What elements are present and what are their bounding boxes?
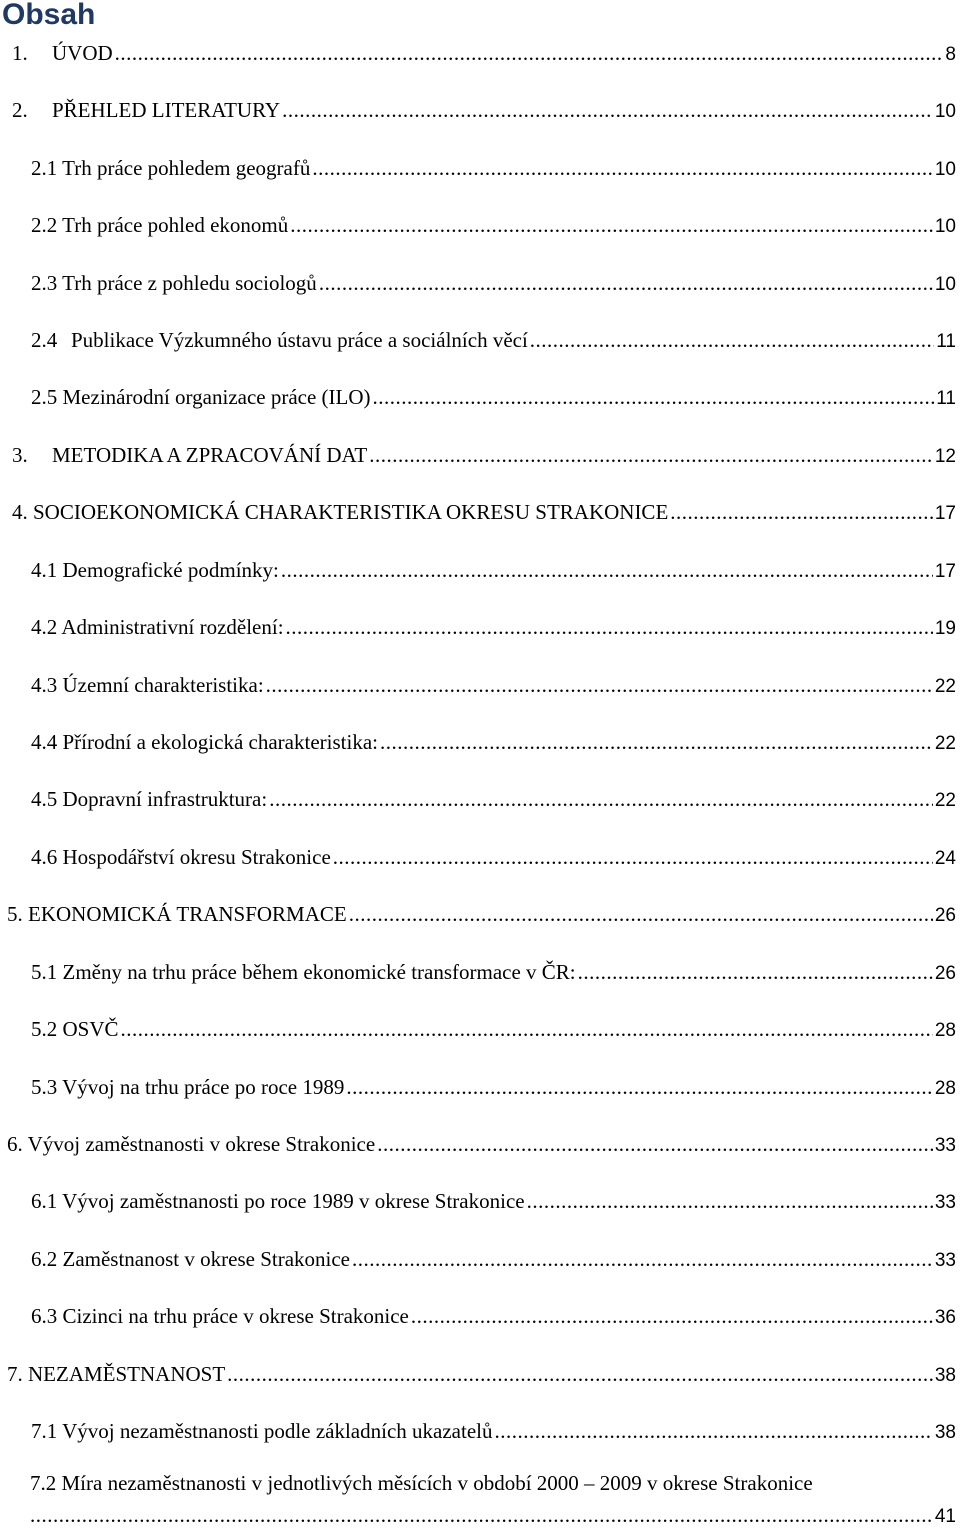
toc-entry-label: 6. Vývoj zaměstnanosti v okrese Strakonice [7, 1132, 376, 1156]
toc-entry-number: 6.2 [31, 1247, 58, 1271]
dot-leader [494, 1416, 932, 1446]
toc-entry-label: 6.3 Cizinci na trhu práce v okrese Strakonice [31, 1304, 409, 1328]
dot-leader [373, 382, 935, 412]
toc-entry[interactable] [0, 1301, 960, 1331]
toc-entry-page: 24 [934, 848, 956, 869]
dot-leader [670, 497, 933, 527]
toc-entry[interactable] [0, 1416, 960, 1446]
toc-entry-number: 6. [7, 1132, 23, 1156]
toc-entry-label: 4.1 Demografické podmínky: [31, 558, 279, 582]
dot-leader [266, 670, 933, 700]
toc-entry[interactable] [0, 382, 960, 412]
dot-leader [578, 957, 933, 987]
toc-entry[interactable] [0, 1072, 960, 1102]
page-title: Obsah [2, 0, 96, 31]
toc-entry-number: 2.1 [31, 156, 58, 180]
toc-entry-page: 38 [934, 1422, 956, 1443]
toc-entry[interactable] [0, 670, 960, 700]
toc-entry-label: 4. SOCIOEKONOMICKÁ CHARAKTERISTIKA OKRESU STRAKONICE [12, 500, 669, 524]
toc-entry-label: 5.2 OSVČ [31, 1017, 119, 1041]
dot-leader [527, 1186, 933, 1216]
toc-entry-number: 7. [7, 1362, 23, 1386]
toc-entry[interactable] [0, 210, 960, 240]
toc-entry-number: 3. [12, 443, 28, 467]
toc-entry-number: 7.1 [31, 1419, 58, 1443]
dot-leader [281, 555, 933, 585]
toc-entry[interactable] [0, 268, 960, 298]
toc-entry-label: 2.4 Publikace Výzkumného ústavu práce a sociálních věcí [0, 325, 528, 355]
toc-entry-page: 41 [934, 1506, 956, 1527]
dot-leader [380, 727, 933, 757]
toc-entry[interactable] [0, 1244, 960, 1274]
toc-entry-number: 2. [12, 98, 28, 122]
dot-leader [269, 784, 933, 814]
toc-entry-label: 2.1 Trh práce pohledem geografů [31, 156, 311, 180]
toc-entry-label: 1. ÚVOD [0, 38, 113, 68]
dot-leader [290, 210, 933, 240]
toc-entry-page: 11 [936, 388, 956, 409]
toc-entry-number: 4. [12, 500, 28, 524]
toc-entry[interactable] [0, 440, 960, 470]
toc-entry-label: 4.6 Hospodářství okresu Strakonice [31, 845, 331, 869]
toc-entry-number: 4.6 [31, 845, 58, 869]
toc-entry-label: 2. PŘEHLED LITERATURY [0, 95, 280, 125]
toc-entry-label: 7.1 Vývoj nezaměstnanosti podle základních ukazatelů [31, 1419, 493, 1443]
toc-entry-label: 2.5 Mezinárodní organizace práce (ILO) [31, 385, 371, 409]
toc-entry-page: 10 [934, 159, 956, 180]
dot-leader [282, 95, 933, 125]
dot-leader [346, 1072, 932, 1102]
toc-entry-number: 4.4 [31, 730, 58, 754]
toc-entry-number: 5.3 [31, 1075, 58, 1099]
toc-entry[interactable] [0, 1359, 960, 1389]
toc-entry[interactable] [0, 497, 960, 527]
toc-entry-label: 6.2 Zaměstnanost v okrese Strakonice [31, 1247, 350, 1271]
toc-entry-page: 12 [934, 446, 956, 467]
dot-leader [369, 440, 933, 470]
toc-entry[interactable] [0, 612, 960, 642]
toc-entry-number: 4.5 [31, 787, 58, 811]
toc-entry-number: 5. [7, 902, 23, 926]
toc-entry-page: 17 [934, 561, 956, 582]
toc-entry-number: 5.1 [31, 960, 58, 984]
toc-entry-label: 4.2 Administrativní rozdělení: [31, 615, 284, 639]
toc-entry[interactable] [0, 1186, 960, 1216]
dot-leader [349, 899, 933, 929]
toc-entry-page: 22 [934, 733, 956, 754]
toc-entry-page: 10 [934, 101, 956, 122]
toc-entry-label: 4.5 Dopravní infrastruktura: [31, 787, 268, 811]
toc-entry-page: 36 [934, 1307, 956, 1328]
dot-leader [352, 1244, 933, 1274]
toc-entry-label: 4.3 Územní charakteristika: [31, 673, 264, 697]
toc-entry-page: 33 [934, 1250, 956, 1271]
toc-entry-page: 28 [934, 1078, 956, 1099]
toc-entry-label: 6.1 Vývoj zaměstnanosti po roce 1989 v okrese Strakonice [31, 1189, 525, 1213]
toc-entry[interactable] [0, 1129, 960, 1159]
dot-leader [411, 1301, 933, 1331]
dot-leader [333, 842, 933, 872]
toc-entry-page: 10 [934, 274, 956, 295]
toc-entry-label: 2.2 Trh práce pohled ekonomů [31, 213, 289, 237]
toc-entry[interactable] [0, 784, 960, 814]
toc-entry-page: 17 [934, 503, 956, 524]
dot-leader [530, 325, 934, 355]
toc-entry[interactable] [0, 727, 960, 757]
toc-entry-page: 33 [934, 1192, 956, 1213]
toc-entry-label: 5. EKONOMICKÁ TRANSFORMACE [7, 902, 347, 926]
toc-entry-number: 4.1 [31, 558, 58, 582]
toc-entry-page: 10 [934, 216, 956, 237]
toc-entry-number: 2.5 [31, 385, 58, 409]
toc-entry-page: 22 [934, 676, 956, 697]
dot-leader [286, 612, 933, 642]
toc-entry-page: 38 [934, 1365, 956, 1386]
toc-entry[interactable] [0, 957, 960, 987]
toc-entry-page: 19 [934, 618, 956, 639]
dot-leader [312, 153, 933, 183]
toc-entry-number: 4.3 [31, 673, 58, 697]
toc-entry-label: Míra nezaměstnanosti v jednotlivých měsících v období 2000 – 2009 v okrese Strakonice [61, 1471, 813, 1495]
toc-entry-number: 4.2 [31, 615, 58, 639]
toc-entry-label: 2.3 Trh práce z pohledu sociologů [31, 271, 317, 295]
toc-entry-number: 1. [12, 41, 28, 65]
toc-entry[interactable] [30, 1468, 813, 1498]
toc-entry-label: 4.4 Přírodní a ekologická charakteristika: [31, 730, 378, 754]
toc-entry-number: 2.4 [31, 328, 58, 352]
toc-entry-number: 6.1 [31, 1189, 58, 1213]
toc-entry[interactable] [0, 325, 960, 355]
toc-entry-label: 7. NEZAMĚSTNANOST [7, 1362, 226, 1386]
toc-entry-page: 28 [934, 1020, 956, 1041]
toc-entry-continuation[interactable] [0, 1500, 960, 1530]
toc-entry-number: 2.2 [31, 213, 58, 237]
toc-entry[interactable] [0, 95, 960, 125]
dot-leader [30, 1500, 933, 1530]
toc-entry-label: 3. METODIKA A ZPRACOVÁNÍ DAT [0, 440, 367, 470]
toc-entry[interactable] [0, 38, 960, 68]
toc-entry-number: 2.3 [31, 271, 58, 295]
toc-entry[interactable] [0, 153, 960, 183]
toc-entry-page: 22 [934, 790, 956, 811]
toc-entry-page: 8 [945, 44, 956, 65]
dot-leader [227, 1359, 933, 1389]
dot-leader [121, 1014, 933, 1044]
dot-leader [115, 38, 944, 68]
toc-entry-page: 11 [936, 331, 956, 352]
toc-entry-label: 5.1 Změny na trhu práce během ekonomické transformace v ČR: [31, 960, 576, 984]
dot-leader [377, 1129, 933, 1159]
toc-entry-page: 33 [934, 1135, 956, 1156]
dot-leader [319, 268, 933, 298]
toc-entry[interactable] [0, 842, 960, 872]
toc-entry-label: 5.3 Vývoj na trhu práce po roce 1989 [31, 1075, 345, 1099]
toc-entry[interactable] [0, 555, 960, 585]
toc-entry-number: 7.2 [30, 1471, 57, 1495]
toc-entry-number: 5.2 [31, 1017, 58, 1041]
toc-entry-page: 26 [934, 963, 956, 984]
toc-entry-page: 26 [934, 905, 956, 926]
toc-entry[interactable] [0, 1014, 960, 1044]
toc-entry[interactable] [0, 899, 960, 929]
toc-entry-number: 6.3 [31, 1304, 58, 1328]
